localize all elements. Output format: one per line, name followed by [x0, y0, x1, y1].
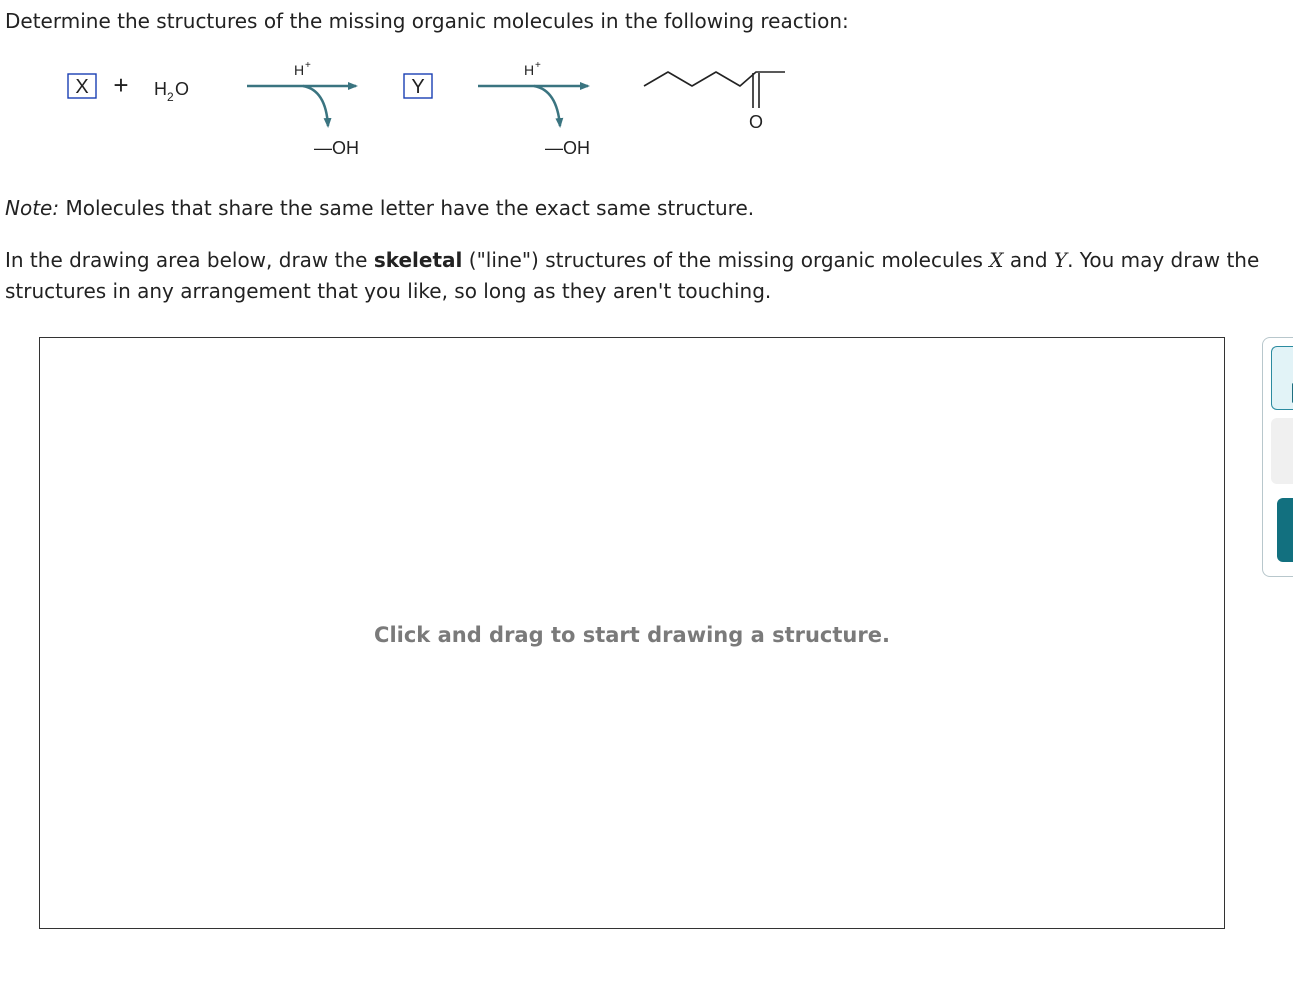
toolbar-active-tool-button[interactable]	[1271, 346, 1293, 410]
instructions-and: and	[1003, 248, 1054, 272]
unknown-y-box	[404, 74, 432, 98]
step2-byproduct: —OH	[545, 138, 590, 158]
product-oxygen: O	[748, 112, 764, 132]
drawing-hint: Click and drag to start drawing a structure.	[374, 623, 890, 647]
water-o: O	[175, 79, 190, 99]
drawing-instructions	[5, 245, 1290, 307]
water-subscript: 2	[167, 90, 174, 104]
toolbar-tool-button[interactable]	[1271, 418, 1293, 484]
step1-reagent: H	[294, 62, 305, 78]
water-formula	[154, 79, 189, 104]
water-h: H	[154, 79, 167, 99]
step2-reagent: H	[524, 62, 535, 78]
note-label: Note:	[5, 196, 60, 220]
unknown-x-label: X	[75, 76, 89, 98]
reaction-arrow-2	[478, 60, 590, 158]
toolbar-primary-button[interactable]	[1277, 498, 1293, 562]
step1-reagent-charge: +	[305, 60, 311, 71]
unknown-y-label: Y	[411, 76, 425, 98]
reaction-arrow-1	[247, 60, 359, 158]
instructions-part2: ("line") structures of the missing organic molecules	[462, 248, 990, 272]
instructions-part1: In the drawing area below, draw the	[5, 248, 374, 272]
step2-reagent-charge: +	[535, 60, 541, 71]
plus-sign: +	[113, 70, 129, 100]
instructions-bold: skeletal	[373, 248, 463, 272]
structure-drawing-canvas[interactable]	[39, 337, 1225, 929]
note-text	[5, 194, 754, 222]
instructions-var-x: X	[989, 248, 1004, 272]
instructions-var-y: Y	[1053, 248, 1068, 272]
question-prompt: Determine the structures of the missing organic molecules in the following reaction:	[5, 9, 849, 33]
step1-byproduct: —OH	[314, 138, 359, 158]
product-ketone-structure	[644, 72, 785, 132]
drawing-toolbar	[1262, 337, 1293, 577]
unknown-x-box	[68, 74, 96, 98]
note-body: Molecules that share the same letter have the exact same structure.	[59, 196, 755, 220]
reaction-svg	[0, 50, 820, 170]
instructions-part3: . You may draw the structures in any arrangement that you like, so long as they aren't touching.	[5, 248, 1260, 303]
reaction-scheme	[0, 50, 820, 170]
